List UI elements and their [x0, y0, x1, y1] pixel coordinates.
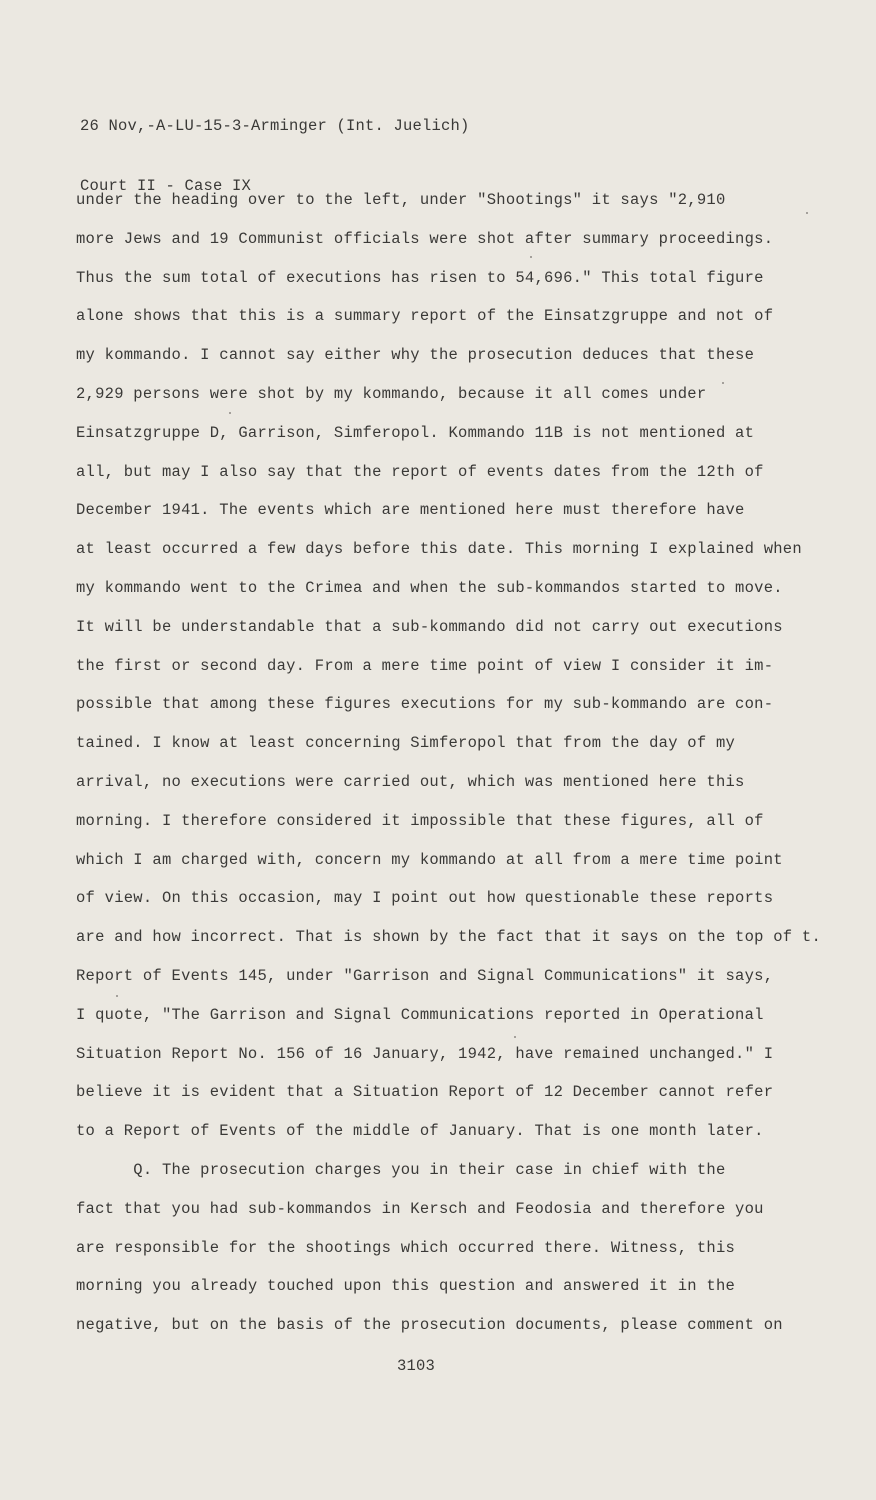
text-line: December 1941. The events which are mentioned here must therefore have [76, 501, 745, 520]
text-line: of view. On this occasion, may I point out how questionable these reports [76, 889, 774, 908]
text-line: which I am charged with, concern my kommando at all from a mere time point [76, 850, 783, 869]
page-number: 3103 [397, 1357, 436, 1375]
text-line: Report of Events 145, under "Garrison and Signal Communications" it says, [76, 966, 774, 985]
text-line: all, but may I also say that the report of events dates from the 12th of [76, 462, 764, 481]
text-line: the first or second day. From a mere time point of view I consider it im- [76, 656, 774, 675]
text-line: It will be understandable that a sub-kommando did not carry out executions [76, 617, 783, 636]
paper-speck [514, 1036, 516, 1038]
text-line: my kommando. I cannot say either why the prosecution deduces that these [76, 346, 755, 365]
text-line: possible that among these figures executions for my sub-kommando are con- [76, 695, 774, 714]
text-line: more Jews and 19 Communist officials were shot after summary proceedings. [76, 229, 774, 248]
text-line: believe it is evident that a Situation Report of 12 December cannot refer [76, 1083, 774, 1102]
text-line: under the heading over to the left, under "Shootings" it says "2,910 [76, 191, 726, 209]
text-line: 2,929 persons were shot by my kommando, because it all comes under [76, 384, 707, 403]
text-line: alone shows that this is a summary report of the Einsatzgruppe and not of [76, 307, 774, 326]
text-line: are and how incorrect. That is shown by the fact that it says on the top of t. [76, 928, 822, 947]
text-line: to a Report of Events of the middle of January. That is one month later. [76, 1122, 764, 1141]
body-text [76, 190, 846, 1354]
paper-speck [116, 995, 118, 997]
text-line: morning. I therefore considered it impossible that these figures, all of [76, 811, 764, 830]
header-line-2: Court II - Case IX [80, 177, 252, 195]
paper-speck [229, 412, 231, 414]
text-line: at least occurred a few days before this date. This morning I explained when [76, 540, 802, 559]
header-line-1: 26 Nov,-A-LU-15-3-Arminger (Int. Juelich) [80, 117, 470, 135]
paper-speck [722, 382, 724, 384]
text-line: tained. I know at least concerning Simferopol that from the day of my [76, 734, 736, 753]
paper-speck [530, 256, 532, 258]
paper-speck [806, 212, 808, 214]
text-line: fact that you had sub-kommandos in Kersch and Feodosia and therefore you [76, 1199, 764, 1218]
text-line: my kommando went to the Crimea and when the sub-kommandos started to move. [76, 578, 783, 597]
text-line: are responsible for the shootings which occurred there. Witness, this [76, 1238, 736, 1257]
text-line: Situation Report No. 156 of 16 January, 1942, have remained unchanged." I [76, 1044, 774, 1063]
text-line: Einsatzgruppe D, Garrison, Simferopol. Kommando 11B is not mentioned at [76, 423, 755, 442]
text-line: Q. The prosecution charges you in their case in chief with the [76, 1160, 726, 1179]
text-line: arrival, no executions were carried out, which was mentioned here this [76, 772, 745, 791]
text-line: I quote, "The Garrison and Signal Communications reported in Operational [76, 1005, 764, 1024]
text-line: negative, but on the basis of the prosecution documents, please comment on [76, 1316, 783, 1335]
text-line: morning you already touched upon this question and answered it in the [76, 1277, 736, 1296]
text-line: Thus the sum total of executions has risen to 54,696." This total figure [76, 268, 764, 287]
